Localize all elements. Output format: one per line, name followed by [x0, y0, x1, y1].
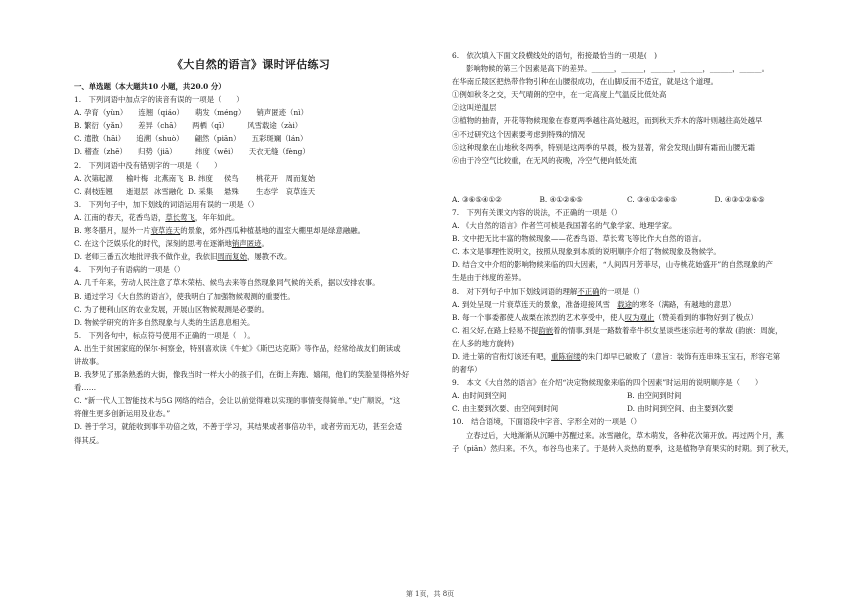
options-row-2: [452, 402, 802, 415]
option-word: 哀草连天: [285, 186, 316, 196]
option-item: 侯鸟: [224, 173, 239, 183]
option-d: D. 善于学习，就能收到事半功倍之效，不善于学习，其结果或者事倍功半，或者劳而无功，甚至会适: [74, 422, 403, 432]
options-row-1: [74, 172, 428, 185]
option-b: B. 繁衍（yǎn） 差异（chā） 两栖（qī） 风雪载途（zài）: [74, 121, 303, 131]
question-10: [452, 415, 802, 454]
question-9: [452, 376, 802, 415]
option-item: 起源: [98, 173, 113, 183]
option-item: A. 次第: [74, 173, 99, 183]
option-d-cont: 得其反。: [74, 435, 104, 445]
stem-text: 8. 对下列句子中加下划线词语的理解: [452, 286, 578, 296]
option-text: 。: [261, 239, 269, 249]
option-text: 的朱门却早已破败了（意旨：装饰有连串珠玉宝石，形容宅第: [580, 351, 781, 361]
option-text: D. 老师三番五次地批评我不做作业，我依旧: [74, 252, 218, 262]
option-d-cont: 生是由于纬度的差异。: [452, 273, 526, 283]
option-c: [74, 237, 428, 250]
underlined-word: 重陈宿缕: [551, 351, 581, 361]
statement-4: ④不过研究这个因素要考虑到特殊的情况: [452, 129, 586, 139]
underlined-word: 叹为观止: [624, 312, 655, 322]
option-text: B. 每一个事委都使人战栗在浓烈的艺术享受中，使人: [452, 312, 625, 322]
option-d: D. 物候学研究的许多自然现象与人类的生活息息相关。: [74, 317, 255, 327]
option-text: （赞美看到的事物好到了极点）: [654, 312, 758, 322]
passage-line: 影响物候的第三个因素是高下的差异。______，______，______，______，______，______。: [466, 64, 770, 74]
question-stem: 2. 下列词语中没有错别字的一项是（ ）: [74, 160, 222, 170]
option-d: D. ④③①②⑥⑤: [714, 194, 765, 204]
section-heading: 一、单选题（本大题共10 小题，共20.0 分）: [74, 82, 226, 91]
underlined-word: 衰草连天: [150, 226, 181, 236]
option-item: C. 刹枝: [74, 186, 99, 196]
option-item: [256, 185, 316, 198]
option-item: 逝退层: [126, 186, 149, 196]
option-text: B. 寒冬腊月，屋外一片: [74, 226, 151, 236]
passage-line: 立春过后，大地渐渐从沉睡中苏醒过来。冰雪融化，草木萌发，各种花次第开放。再过两个月，燕: [466, 430, 784, 440]
question-stem: 10. 结合语境，下面语段中字音、字形全对的一项是（）: [452, 417, 642, 427]
passage-line: 子（piān）然归来。不久，布谷鸟也来了。于是转入炎热的夏季，这是植物孕育果实的时期。到了秋天，: [452, 443, 794, 453]
question-3: [74, 198, 428, 263]
page-footer: 第 1页，共 8页: [405, 590, 455, 598]
right-column: [452, 49, 802, 455]
question-stem: 3. 下列句子中，加下划线的词语运用有误的一项是（）: [74, 199, 259, 209]
option-item: [256, 172, 316, 185]
option-item: 悬殊: [224, 186, 239, 196]
option-c: C. “新一代人工智能技术与5G 网络的结合，会让以前觉得难以实现的事情变得简单。”史广顺说，“这: [74, 396, 401, 406]
option-a-cont: 讲故事。: [74, 356, 104, 366]
question-stem: 5. 下列各句中，标点符号使用不正确的一项是（ ）。: [74, 330, 255, 340]
option-word: 生态学: [256, 186, 279, 196]
statement-2: ②这叫逆温层: [452, 103, 497, 113]
option-item: B. 纬度: [188, 173, 213, 183]
option-item: 冰雪融化: [154, 186, 184, 196]
question-stem: 9. 本文《大自然的语言》在介绍“决定物候现象来临的四个因素”时运用的说明顺序是（ ）: [452, 378, 763, 388]
question-5: [74, 329, 428, 447]
question-stem: 1. 下列词语中加点字的读音有误的一项是（ ）: [74, 95, 244, 105]
underlined-word: 载途: [617, 299, 633, 309]
page-title: 《大自然的语言》课时评估练习: [171, 58, 331, 71]
question-stem: 7. 下列有关课文内容的说法，不正确的一项是（）: [452, 207, 622, 217]
option-b: B. 通过学习《大自然的语言》，使我明白了加强物候观测的重要性。: [74, 291, 295, 301]
statement-3: ③植物的抽青，开花等物候现象在春夏两季越往高处越迟，而到秋天乔木的落叶则越往高处越早: [452, 116, 763, 126]
option-b: [74, 224, 428, 237]
left-column: [74, 52, 428, 447]
option-text: A. 江南的春天，花香鸟语，: [74, 212, 166, 222]
question-1: [74, 93, 428, 158]
option-a: A. 孕育（yùn） 连翘（qiáo） 萌发（méng） 销声匿迹（nì）: [74, 108, 308, 118]
option-b: [452, 311, 802, 324]
underlined-word: 不正确: [577, 286, 600, 296]
question-6: [452, 49, 802, 206]
option-text: C. 在这个泛娱乐化的时代，深刻的思考在逐渐地: [74, 239, 232, 249]
underlined-word: 销声匿迹: [231, 239, 262, 249]
option-c: C. ③④①②⑥⑤: [627, 194, 677, 204]
option-word: 周而复始: [285, 173, 316, 183]
option-b: B. 由空间到时间: [627, 391, 682, 401]
option-b: B. 我梦见了那条熟悉的大街，像我当时一样大小的孩子们，在街上奔跑、嬉闹，他们的笑脸显得格外好: [74, 370, 410, 380]
option-text: ，年年如此。: [194, 212, 240, 222]
option-c: C. 为了便利山区的农业发展，开展山区物候观测是必要的。: [74, 304, 269, 314]
option-a: A. 由时间到空间: [452, 391, 507, 401]
question-8: [452, 285, 802, 377]
options-row-2: [74, 185, 428, 198]
option-b-cont: 看……: [74, 383, 97, 393]
option-item: 连翘: [98, 186, 113, 196]
option-a: [452, 298, 802, 311]
underlined-word: 草长莺飞: [165, 212, 195, 222]
option-c-cont: 在人多的地方旋转): [452, 338, 515, 348]
option-c: C. 本文是事理性说明文，按照从现象到本质的说明顺序介绍了物候现象及物候学。: [452, 247, 721, 257]
option-c: C. 由主要到次要、由空间到时间: [452, 404, 559, 414]
options-row-1: [452, 389, 802, 402]
answer-options: [452, 193, 802, 206]
option-d: [74, 250, 428, 263]
question-7: [452, 206, 802, 285]
option-text: C. 祖父好,在路上轻易不提: [452, 325, 539, 335]
statement-5: ⑤这种现象在山地秋冬两季，特别是这两季的早晨，极为显著，常会发现山脚有霜而山腰无霜: [452, 142, 756, 152]
option-item: 榆叶梅: [126, 173, 149, 183]
option-d: [452, 350, 802, 363]
option-a: A. 几千年来，劳动人民注意了草木荣枯、候鸟去来等自然现象同气候的关系，据以安排农事。: [74, 278, 380, 288]
question-4: [74, 263, 428, 328]
question-2: [74, 159, 428, 198]
option-text: D. 进士第的官衔灯该还有吧，: [452, 351, 552, 361]
option-d: D. 结合文中介绍的影响物候来临的四大因素，“人间四月芳菲尽，山寺桃花始盛开”的自然现象的产: [452, 260, 773, 270]
underlined-word: 韵嵌: [538, 325, 554, 335]
option-b: B. ④①②⑥⑤: [539, 194, 583, 204]
option-c: [452, 324, 802, 337]
spacer: [452, 167, 802, 193]
statement-6: ⑥由于冷空气比较重，在无风的夜晚，冷空气便向低处流: [452, 155, 637, 165]
underlined-word: 周而复始: [217, 252, 247, 262]
option-d-cont: 的奢华）: [452, 365, 482, 375]
option-text: ，屡教不改。: [246, 252, 292, 262]
option-c: C. 遣散（hāi） 追溯（shuò） 翩然（piān） 五彩斑斓（lán）: [74, 134, 308, 144]
option-d: D. 稽查（zhē） 归势（jiā） 纬度（wěi） 天衣无缝（fèng）: [74, 147, 310, 157]
statement-1: ①例如秋冬之交，天气晴朗的空中，在一定高度上气温反比低处高: [452, 90, 667, 100]
option-item: D. 采集: [188, 186, 214, 196]
option-c-cont: 将催生更多创新运用及业态。”: [74, 409, 171, 419]
option-a: A. 《大自然的语言》作者竺可桢是我国著名的气象学家、地理学家。: [452, 221, 677, 231]
passage-line: 在华南丘陵区把热带作物引种在山腰很成功，在山脚反而不适宜，就是这个道理。: [452, 77, 719, 87]
option-a: A. 出生于贫困家庭的保尔·柯察金，特别喜欢读《牛虻》《斯巴达克斯》等作品，经常给战友们朗读或: [74, 343, 401, 353]
option-text: 的景象，郊外西瓜种植基地的温室大棚里却是绿意融融。: [180, 226, 366, 236]
option-a: [74, 211, 428, 224]
option-text: 的寒冬（满路，有越地的意思）: [632, 299, 736, 309]
option-a: A. ③⑥⑤④①②: [452, 194, 502, 204]
option-item: 北燕南飞: [154, 173, 184, 183]
option-d: D. 由时间到空间、由主要到次要: [627, 404, 734, 414]
option-text: A. 到处呈现一片衰草连天的景象，准备迎接风雪: [452, 299, 618, 309]
option-b: B. 文中把无比丰富的物候现象——花香鸟语、草长莺飞等比作大自然的语言。: [452, 234, 707, 244]
question-stem: 6. 依次填入下面文段横线处的语句，衔接最恰当的一项是( ): [452, 51, 657, 60]
stem-text: 的一项是（）: [599, 286, 644, 296]
option-word: 桃花开: [256, 173, 279, 183]
question-stem: [452, 285, 802, 298]
option-text: 着的情事,到是一路数着牵牛织女星谈些迷宗赶考的掌故 (韵嵌：周旋，: [553, 325, 783, 335]
question-stem: 4. 下列句子有语病的一项是（）: [74, 265, 185, 275]
